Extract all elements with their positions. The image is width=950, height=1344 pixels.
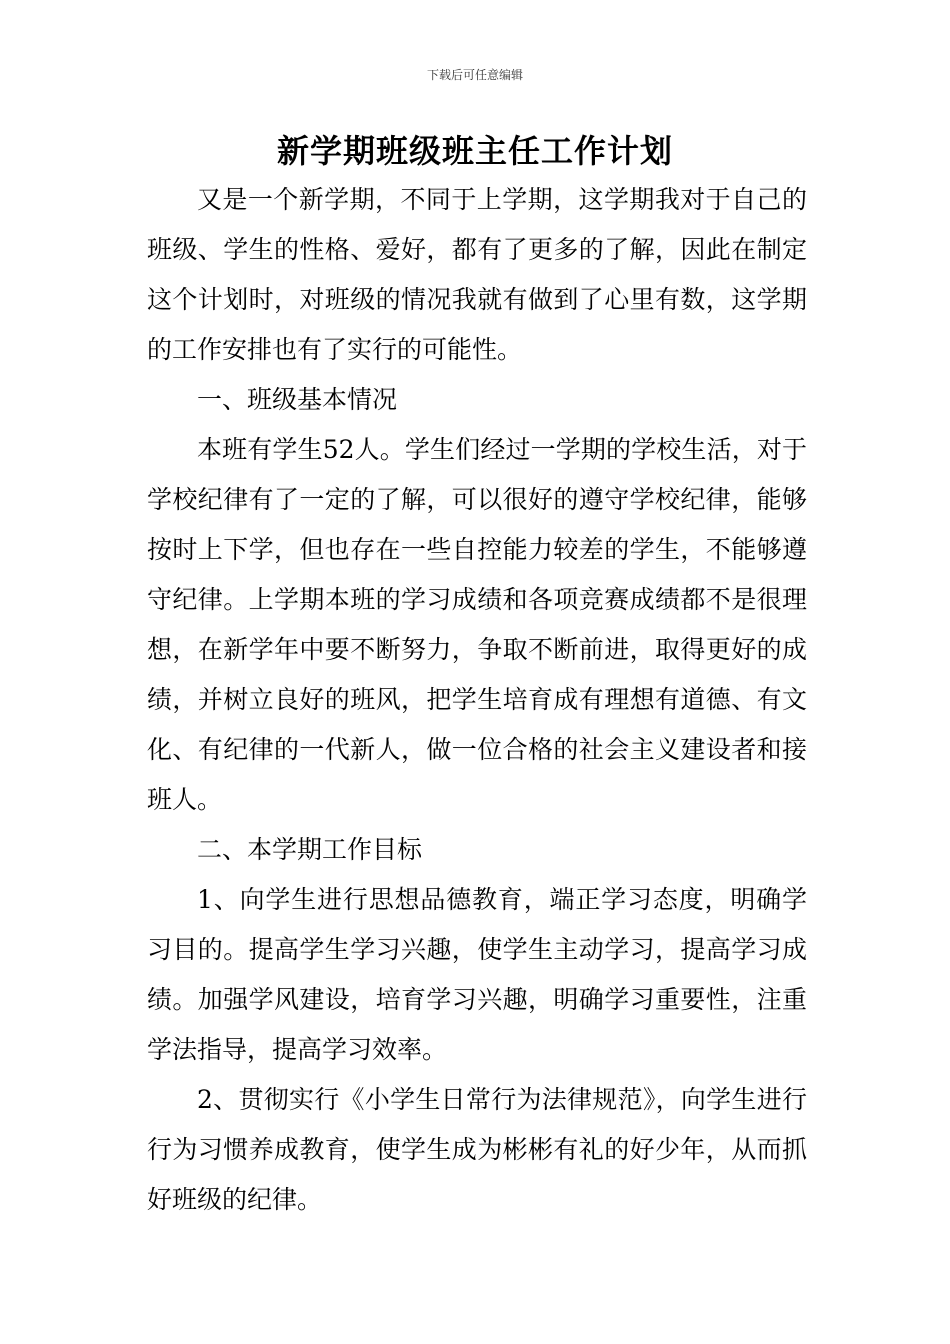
header-note: 下载后可任意编辑 bbox=[426, 68, 523, 82]
goal-item-1: 1、向学生进行思想品德教育，端正学习态度，明确学习目的。提高学生学习兴趣，使学生主动学习，提高学习成绩。加强学风建设，培育学习兴趣，明确学习重要性，注重学法指导，提高学习效率。 bbox=[147, 885, 807, 1064]
class-basics-paragraph: 本班有学生52人。学生们经过一学期的学校生活，对于学校纪律有了一定的了解，可以很好的遵守学校纪律，能够按时上下学，但也存在一些自控能力较差的学生，不能够遵守纪律。上学期本班的学习成绩和各项竞赛成绩都不是很理想，在新学年中要不断努力，争取不断前进，取得更好的成绩，并树立良好的班风，把学生培育成有理想有道德、有文化、有纪律的一代新人，做一位合格的社会主义建设者和接班人。 bbox=[147, 435, 807, 814]
document-body bbox=[147, 175, 807, 1225]
goal-item-2: 2、贯彻实行《小学生日常行为法律规范》，向学生进行行为习惯养成教育，使学生成为彬彬有礼的好少年，从而抓好班级的纪律。 bbox=[147, 1085, 807, 1214]
document-title: 新学期班级班主任工作计划 bbox=[276, 132, 673, 170]
section-heading-work-goals: 二、本学期工作目标 bbox=[197, 835, 423, 864]
section-heading-class-basics: 一、班级基本情况 bbox=[197, 385, 398, 414]
intro-paragraph: 又是一个新学期，不同于上学期，这学期我对于自己的班级、学生的性格、爱好，都有了更多的了解，因此在制定这个计划时，对班级的情况我就有做到了心里有数，这学期的工作安排也有了实行的可能性。 bbox=[147, 185, 807, 364]
